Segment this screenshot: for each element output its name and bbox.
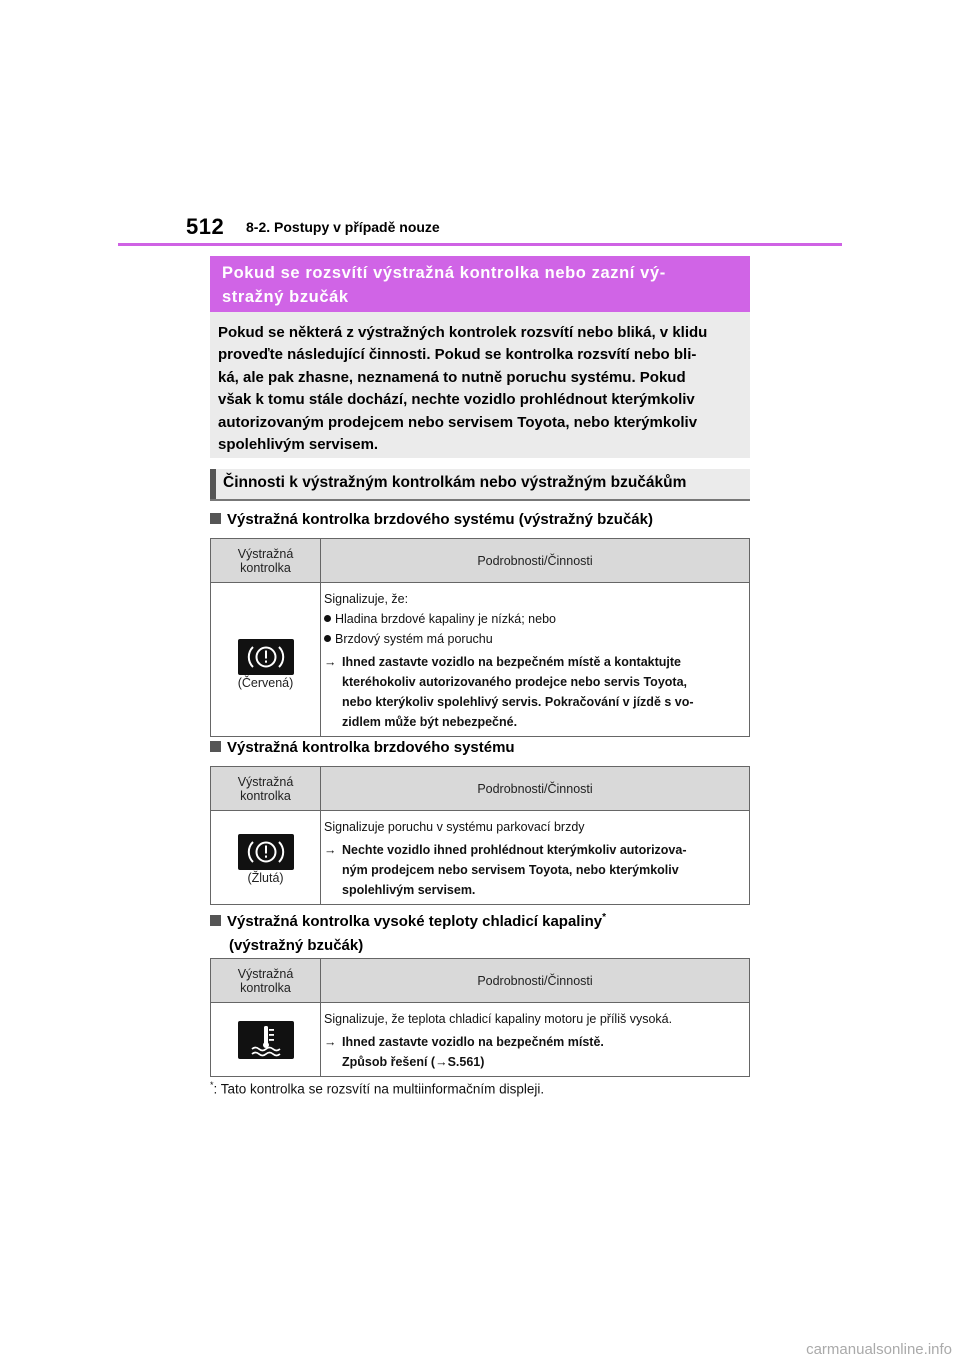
section-2-heading xyxy=(210,737,515,759)
bullet-item xyxy=(324,629,745,649)
table-header-row xyxy=(211,959,750,1003)
footnote-text: : Tato kontrolka se rozsvítí na multiinformačním displeji. xyxy=(213,1081,545,1097)
section-1-heading xyxy=(210,509,653,531)
section-2-heading-text: Výstražná kontrolka brzdového systému xyxy=(227,739,515,756)
table-row xyxy=(211,1003,750,1077)
footnote xyxy=(210,1080,544,1097)
indicator-cell xyxy=(211,811,321,905)
arrow-icon: → xyxy=(324,655,337,669)
header-label: kontrolka xyxy=(240,980,291,995)
intro-line: však k tomu stále dochází, nechte vozidlo prohlédnout kterýmkoliv xyxy=(218,391,695,409)
table-row xyxy=(211,583,750,737)
intro-line: Pokud se některá z výstražných kontrolek rozsvítí nebo bliká, v klidu xyxy=(218,324,708,341)
details-intro: Signalizuje, že teplota chladicí kapaliny motoru je příliš vysoká. xyxy=(324,1012,673,1026)
warning-table-2 xyxy=(210,766,750,905)
action-line: Ihned zastavte vozidlo na bezpečném místě a kontaktujte xyxy=(342,655,681,669)
details-cell xyxy=(321,583,750,737)
title-line-1: Pokud se rozsvítí výstražná kontrolka nebo zazní vý- xyxy=(222,264,666,282)
header-cell-indicator xyxy=(211,767,321,811)
footnote-marker: * xyxy=(602,912,607,923)
square-bullet-icon xyxy=(210,915,221,926)
action-instruction xyxy=(324,1032,745,1072)
bullet-item xyxy=(324,609,745,629)
intro-text xyxy=(210,312,750,458)
header-label: Výstražná xyxy=(237,774,294,789)
table-row xyxy=(211,811,750,905)
action-line: kteréhokoliv autorizovaného prodejce nebo servis Toyota, xyxy=(342,675,687,689)
section-3-heading xyxy=(210,906,606,958)
warning-table-1 xyxy=(210,538,750,737)
header-label: Výstražná xyxy=(237,966,294,981)
indicator-cell xyxy=(211,1003,321,1077)
header-cell-details: Podrobnosti/Činnosti xyxy=(321,539,750,583)
indicator-color-label: (Žlutá) xyxy=(247,871,284,885)
watermark-bar xyxy=(0,1341,960,1358)
watermark-text: carmanualsonline.info xyxy=(806,1341,952,1358)
action-line xyxy=(342,1052,745,1072)
bullet-text: Brzdový systém má poruchu xyxy=(335,632,493,646)
header-cell-indicator xyxy=(211,959,321,1003)
header-label: kontrolka xyxy=(240,560,291,575)
action-line: nebo kterýkoliv spolehlivý servis. Pokračování v jízdě s vo- xyxy=(342,695,694,709)
section-3-heading-text: Výstražná kontrolka vysoké teploty chladicí kapaliny xyxy=(227,913,603,930)
intro-line: autorizovaným prodejcem nebo servisem Toyota, nebo kterýmkoliv xyxy=(218,413,698,431)
arrow-icon: → xyxy=(435,1055,448,1069)
brake-warning-icon xyxy=(238,639,294,675)
action-text xyxy=(342,840,745,900)
action-instruction xyxy=(324,840,745,900)
header-divider xyxy=(118,243,842,246)
page-reference-link[interactable]: S.561) xyxy=(447,1055,485,1069)
intro-line: ká, ale pak zhasne, neznamená to nutně poruchu systému. Pokud xyxy=(218,368,686,386)
coolant-temperature-icon xyxy=(238,1021,294,1059)
subheading-rule xyxy=(210,499,750,501)
details-intro: Signalizuje poruchu v systému parkovací brzdy xyxy=(324,820,585,834)
action-line: Ihned zastavte vozidlo na bezpečném místě. xyxy=(342,1035,604,1049)
action-text-part: Způsob řešení ( xyxy=(342,1055,436,1069)
intro-line: proveďte následující činnosti. Pokud se kontrolka rozsvítí nebo bli- xyxy=(218,346,697,364)
intro-line: spolehlivým servisem. xyxy=(218,436,379,454)
header-cell-indicator xyxy=(211,539,321,583)
brake-warning-icon xyxy=(238,834,294,870)
details-cell xyxy=(321,1003,750,1077)
action-instruction xyxy=(324,652,745,732)
action-text xyxy=(342,652,745,732)
table-header-row xyxy=(211,539,750,583)
warning-table-3 xyxy=(210,958,750,1077)
header-cell-details: Podrobnosti/Činnosti xyxy=(321,959,750,1003)
action-line: zidlem může být nebezpečné. xyxy=(342,715,518,729)
section-breadcrumb: 8-2. Postupy v případě nouze xyxy=(246,219,440,235)
arrow-icon: → xyxy=(324,843,337,857)
header-label: kontrolka xyxy=(240,788,291,803)
bullet-dot-icon xyxy=(324,635,331,642)
footnote-marker: * xyxy=(210,1080,214,1090)
bullet-text: Hladina brzdové kapaliny je nízká; nebo xyxy=(335,612,556,626)
action-line: ným prodejcem nebo servisem Toyota, nebo kterýmkoliv xyxy=(342,863,679,877)
section-3-heading-line-2: (výstražný bzučák) xyxy=(229,937,364,954)
details-cell xyxy=(321,811,750,905)
square-bullet-icon xyxy=(210,513,221,524)
header-label: Výstražná xyxy=(237,546,294,561)
action-line: spolehlivým servisem. xyxy=(342,883,476,897)
title-line-2: stražný bzučák xyxy=(222,288,349,306)
action-line: Nechte vozidlo ihned prohlédnout kterýmkoliv autorizova- xyxy=(342,843,687,857)
indicator-color-label: (Červená) xyxy=(237,676,294,690)
page-title xyxy=(210,256,750,312)
action-text xyxy=(342,1032,745,1072)
page-number: 512 xyxy=(186,214,225,239)
header-cell-details: Podrobnosti/Činnosti xyxy=(321,767,750,811)
indicator-cell xyxy=(211,583,321,737)
arrow-icon: → xyxy=(324,1035,337,1049)
section-1-heading-text: Výstražná kontrolka brzdového systému (výstražný bzučák) xyxy=(227,511,653,528)
details-intro: Signalizuje, že: xyxy=(324,592,409,606)
subheading: Činnosti k výstražným kontrolkám nebo výstražným bzučákům xyxy=(210,469,750,499)
square-bullet-icon xyxy=(210,741,221,752)
bullet-dot-icon xyxy=(324,615,331,622)
table-header-row xyxy=(211,767,750,811)
